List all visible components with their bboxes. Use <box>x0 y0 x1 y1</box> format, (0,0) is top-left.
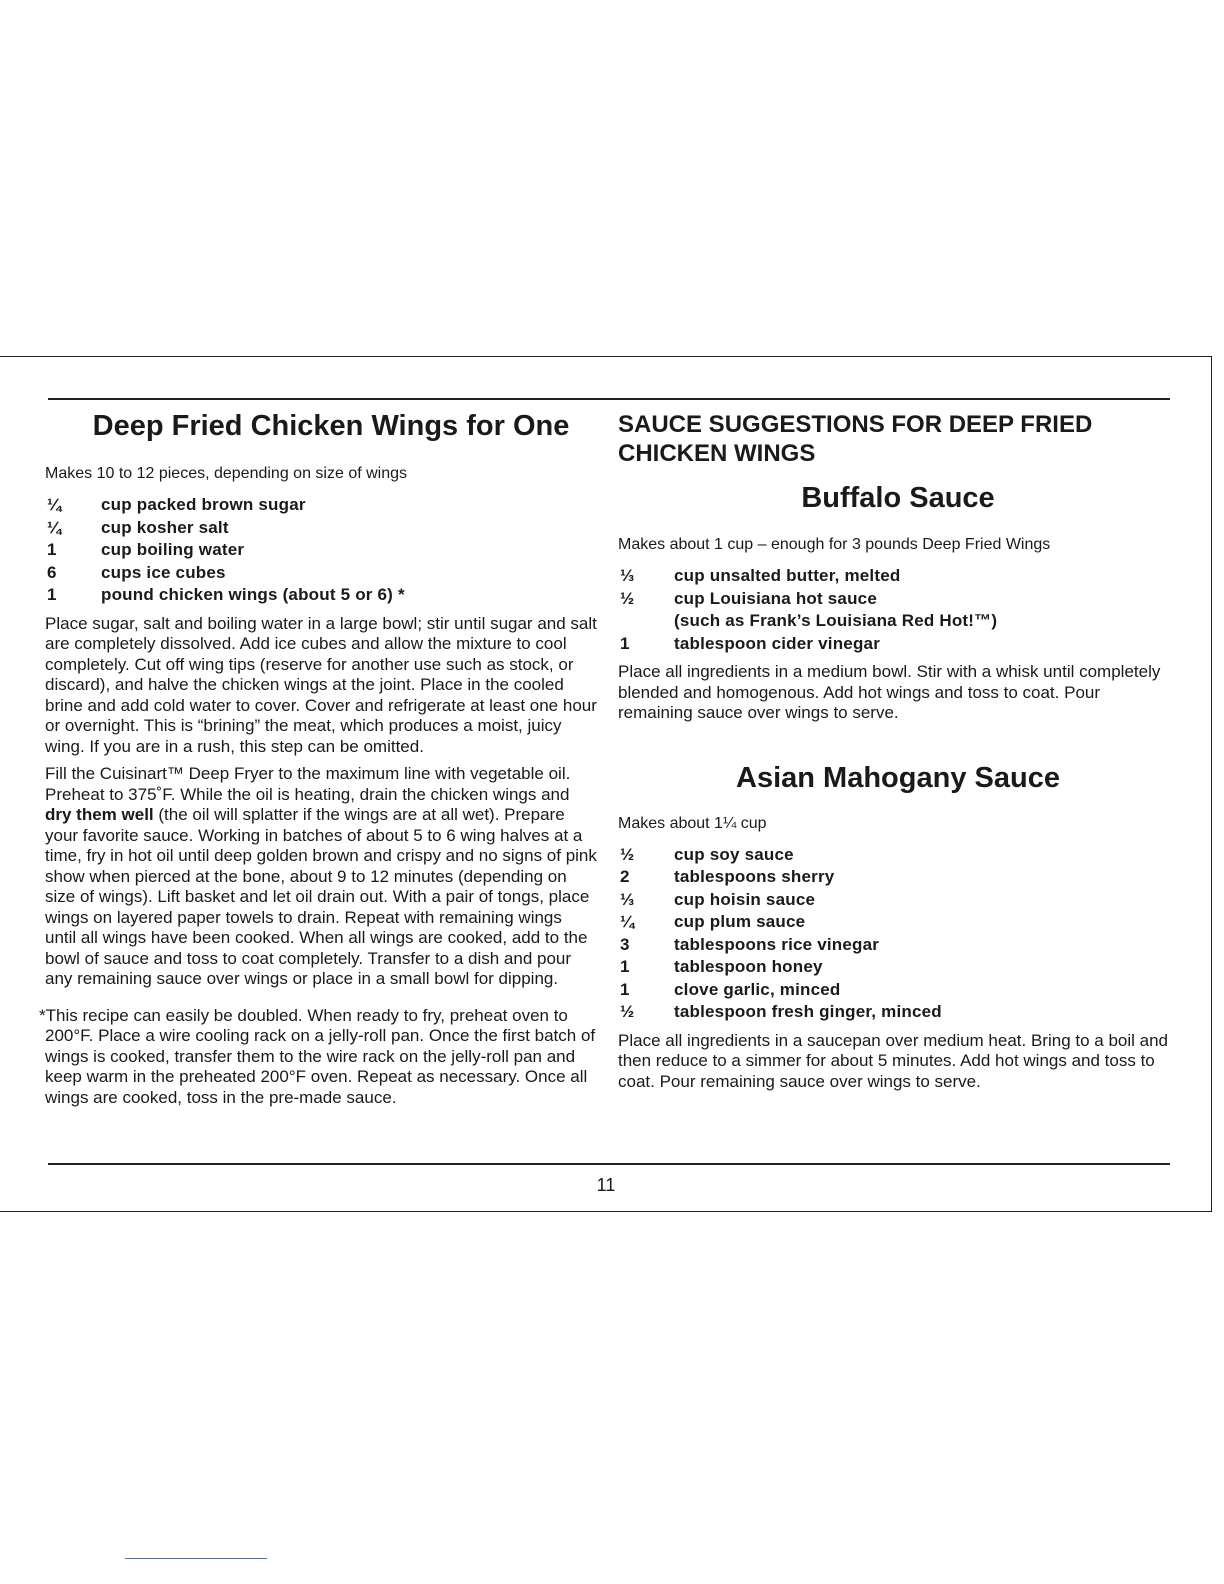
ingredient-row: 6 cups ice cubes <box>47 562 226 582</box>
right-column <box>618 410 1178 1092</box>
recipe-title-chicken-wings: Deep Fried Chicken Wings for One <box>92 410 570 442</box>
recipe-note: *This recipe can easily be doubled. When ready to fry, preheat oven to 200°F. Place a wire cooling rack on a jelly-roll pan. Once the first batch of wings is cooked, transfer them to the wire rack on the jelly-roll pan and keep warm in the preheated 200°F oven. Repeat as necessary. Once all wings are cooked, toss in the pre-made sauce. <box>39 1005 596 1107</box>
ingredient-list <box>45 494 597 607</box>
ingredient-row: (such as Frank’s Louisiana Red Hot!™) <box>674 611 998 630</box>
link-underline <box>125 1558 267 1559</box>
ingredient-row: 1 pound chicken wings (about 5 or 6) * <box>47 585 405 604</box>
ingredient-row: ¼ cup kosher salt <box>47 517 229 537</box>
bottom-rule <box>48 1163 1170 1165</box>
asian-directions: Place all ingredients in a saucepan over medium heat. Bring to a boil and then reduce to a simmer for about 5 minutes. Add hot wings and toss to coat. Pour remaining sauce over wings to serve. <box>618 1030 1169 1091</box>
ingredient-row: 3 tablespoons rice vinegar <box>620 934 880 954</box>
ingredient-row: 1 cup boiling water <box>47 540 245 559</box>
buffalo-directions: Place all ingredients in a medium bowl. Stir with a whisk until completely blended and homogenous. Add hot wings and toss to coat. Pour remaining sauce over wings to serve. <box>618 662 1161 722</box>
recipe-title-buffalo-sauce: Buffalo Sauce <box>801 482 995 514</box>
asian-yield-text: Makes about 1¼ cup <box>618 814 767 832</box>
ingredient-row: 1 tablespoon honey <box>620 957 823 976</box>
ingredient-row: ½ cup Louisiana hot sauce <box>620 588 877 608</box>
ingredient-row: ½ tablespoon fresh ginger, minced <box>620 1002 942 1021</box>
buffalo-ingredient-list <box>618 565 1178 655</box>
ingredient-row: ¼ cup plum sauce <box>620 912 806 931</box>
ingredient-row: ⅓ cup hoisin sauce <box>620 889 816 909</box>
ingredient-row: 1 tablespoon cider vinegar <box>620 633 881 653</box>
page-number: 11 <box>596 1175 616 1195</box>
sauce-section-heading: SAUCE SUGGESTIONS FOR DEEP FRIED CHICKEN WINGS <box>618 411 1093 467</box>
left-column <box>39 410 597 1108</box>
ingredient-row: ½ cup soy sauce <box>620 844 794 864</box>
brining-directions: Place sugar, salt and boiling water in a large bowl; stir until sugar and salt are completely dissolved. Add ice cubes and allow the mixture to cool completely. Cut off wing tips (reserve for another use such as stock, or discard), and halve the chicken wings at the joint. Place in the cooled brine and add cold water to cover. Cover and refrigerate at least one hour or overnight. This is “brining” the meat, which produces a moist, juicy wing. If you are in a rush, this step can be omitted. <box>45 613 597 756</box>
yield-text: Makes 10 to 12 pieces, depending on size of wings <box>45 465 408 482</box>
ingredient-row: ¼ cup packed brown sugar <box>47 495 306 514</box>
recipe-title-asian-mahogany-sauce: Asian Mahogany Sauce <box>736 761 1060 794</box>
buffalo-yield-text: Makes about 1 cup – enough for 3 pounds Deep Fried Wings <box>618 536 1051 553</box>
top-rule <box>48 398 1170 400</box>
ingredient-row: 1 clove garlic, minced <box>620 979 841 999</box>
ingredient-row: 2 tablespoons sherry <box>620 867 835 886</box>
asian-ingredient-list <box>618 844 1178 1024</box>
frying-directions: Fill the Cuisinart™ Deep Fryer to the maximum line with vegetable oil. Preheat to 375˚F. While the oil is heating, drain the chicken wings and dry them well (the oil will splatter if the wings are at all wet). Prepare your favorite sauce. Working in batches of about 5 to 6 wing halves at a time, fry in hot oil until deep golden brown and crispy and no signs of pink show when pierced at the bone, about 9 to 12 minutes (depending on size of wings). Lift basket and let oil drain out. With a pair of tongs, place wings on layered paper towels to drain. Repeat with remaining wings until all wings have been cooked. When all wings are cooked, add to the bowl of sauce and toss to coat completely. Transfer to a dish and pour any remaining sauce over wings or place in a small bowl for dipping. <box>45 764 597 988</box>
ingredient-row: ⅓ cup unsalted butter, melted <box>620 566 901 585</box>
